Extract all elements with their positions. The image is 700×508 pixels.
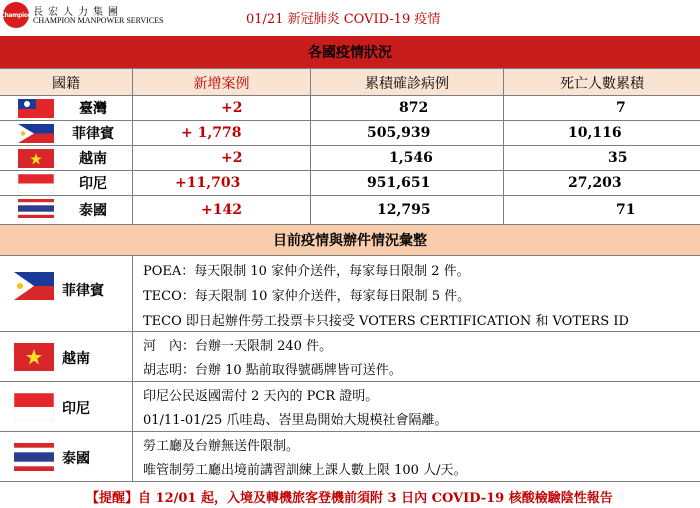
block-country-name: 菲律賓	[62, 283, 104, 299]
country-name: 印尼	[54, 171, 133, 195]
country-name: 菲律賓	[54, 121, 133, 145]
column-header-deaths: 死亡人數累積	[560, 75, 644, 92]
column-header-new-cases: 新增案例	[133, 69, 311, 96]
philippines-flag-icon	[18, 124, 54, 143]
company-logo	[0, 2, 32, 28]
block-country-name: 印尼	[62, 401, 90, 417]
section-title-text: 各國疫情狀況	[308, 45, 392, 61]
block-country-name: 泰國	[62, 451, 90, 467]
block-line: 勞工廳及台辦無送件限制。	[143, 439, 300, 454]
summary-block-thailand	[0, 432, 700, 482]
deaths-value: 7	[616, 100, 626, 116]
table-row	[0, 196, 700, 224]
new-cases-value: +2	[133, 96, 311, 120]
company-name-chinese: 長宏人力集團	[33, 7, 123, 18]
country-name: 越南	[54, 146, 133, 170]
block-country-cell	[0, 432, 133, 481]
block-country-cell	[0, 256, 133, 331]
indonesia-flag-icon	[14, 393, 54, 421]
block-line: 印尼公民返國需付 2 天內的 PCR 證明。	[143, 389, 379, 404]
block-country-cell	[0, 382, 133, 431]
company-name-english: CHAMPION MANPOWER SERVICES	[33, 16, 164, 25]
block-line: 01/11-01/25 爪哇島、峇里島開始大規模社會隔離。	[143, 413, 448, 428]
country-name: 泰國	[54, 196, 133, 224]
summary-block-vietnam	[0, 332, 700, 382]
table-row	[0, 171, 700, 196]
deaths-value: 27,203	[568, 175, 622, 191]
deaths-value: 10,116	[568, 125, 622, 141]
column-header-nationality: 國籍	[0, 69, 133, 96]
total-cases-value: 505,939	[311, 121, 504, 145]
thailand-flag-icon	[18, 199, 54, 218]
block-line: 胡志明：台辦 10 點前取得號碼牌皆可送件。	[143, 363, 402, 378]
new-cases-value: +2	[133, 146, 311, 170]
vietnam-flag-icon	[18, 149, 54, 168]
section-title-text: 目前疫情與辦件情況彙整	[273, 233, 427, 249]
total-cases-value: 1,546	[311, 146, 504, 170]
new-cases-value: + 1,778	[133, 121, 311, 145]
block-line: TECO 即日起辦件勞工投票卡只接受 VOTERS CERTIFICATION 和 VOTERS ID	[143, 314, 629, 329]
table-row	[0, 96, 700, 121]
table-row	[0, 146, 700, 171]
column-header-total-cases: 累積確診病例	[311, 69, 504, 96]
total-cases-value: 951,651	[311, 171, 504, 195]
thailand-flag-icon	[14, 443, 54, 471]
block-country-name: 越南	[62, 351, 90, 367]
country-name: 臺灣	[54, 96, 133, 120]
logo-text: Champion	[0, 11, 32, 19]
section-summary-title	[0, 224, 700, 256]
block-country-cell	[0, 332, 133, 381]
summary-block-philippines	[0, 256, 700, 332]
block-line: 唯管制勞工廳出境前講習訓練上課人數上限 100 人/天。	[143, 463, 467, 478]
footer-notice: 【提醒】自 12/01 起，入境及轉機旅客登機前須附 3 日內 COVID-19 核酸檢驗陰性報告	[86, 491, 613, 506]
total-cases-value: 872	[311, 96, 504, 120]
vietnam-flag-icon	[14, 343, 54, 371]
block-line: TECO：每天限制 10 家仲介送件，每家每日限制 5 件。	[143, 289, 471, 304]
total-cases-value: 12,795	[311, 196, 504, 224]
new-cases-value: +142	[133, 196, 311, 224]
new-cases-value: +11,703	[133, 171, 311, 195]
page-title: 01/21 新冠肺炎 COVID-19 疫情	[246, 12, 441, 27]
taiwan-flag-icon	[18, 99, 54, 118]
deaths-value: 71	[616, 202, 636, 218]
table-row	[0, 121, 700, 146]
indonesia-flag-icon	[18, 174, 54, 193]
philippines-flag-icon	[14, 272, 54, 300]
block-line: POEA：每天限制 10 家仲介送件，每家每日限制 2 件。	[143, 264, 470, 279]
table-header-row	[0, 69, 700, 96]
deaths-value: 35	[608, 150, 628, 166]
section-country-status-title	[0, 36, 700, 69]
summary-block-indonesia	[0, 382, 700, 432]
block-line: 河 內：台辦一天限制 240 件。	[143, 339, 333, 354]
